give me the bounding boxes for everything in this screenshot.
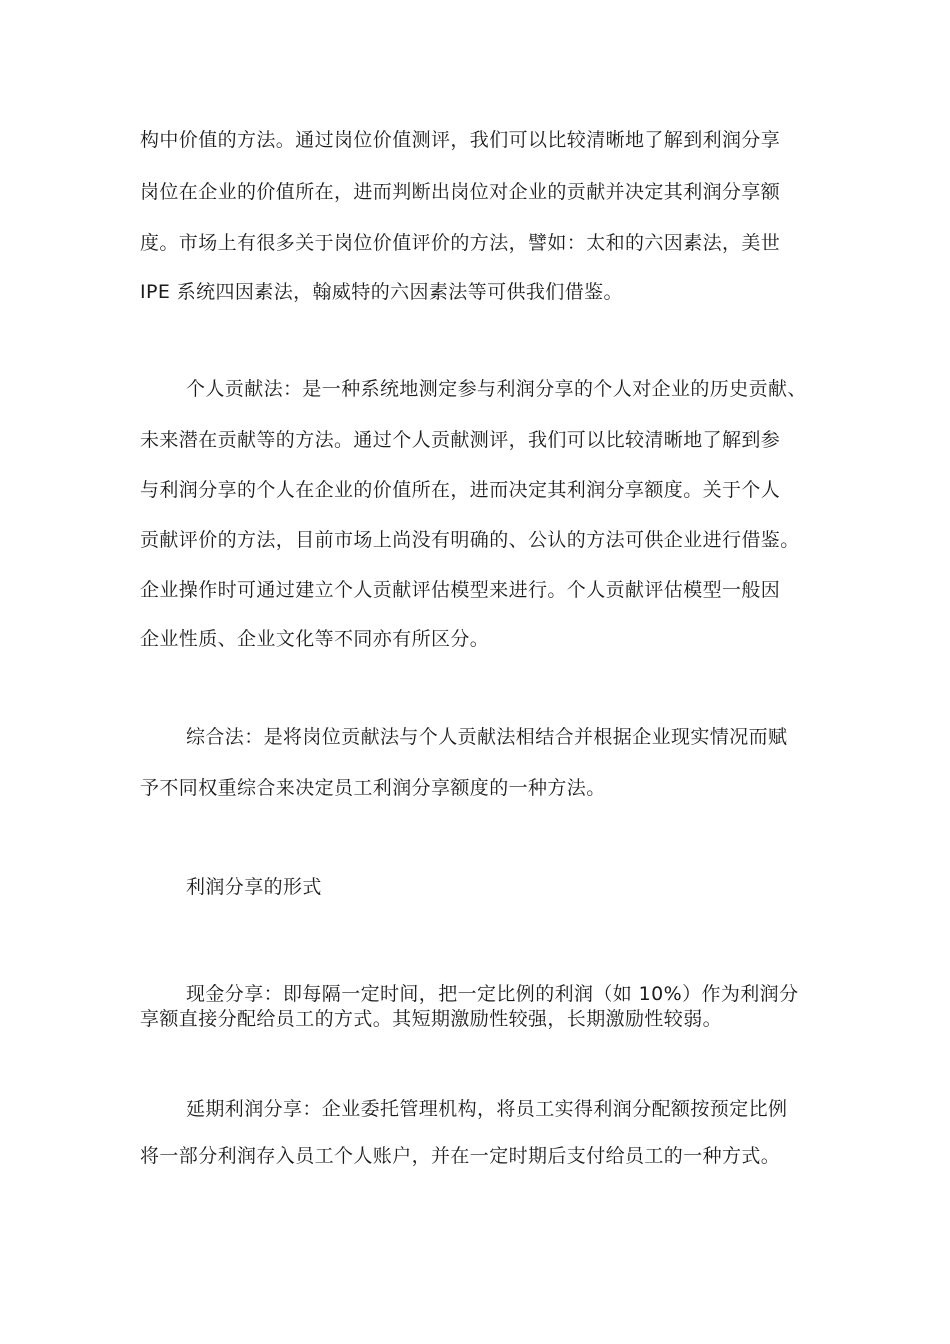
paragraph-line: 与利润分享的个人在企业的价值所在，进而决定其利润分享额度。关于个人	[140, 479, 781, 501]
paragraph-line: 延期利润分享：企业委托管理机构，将员工实得利润分配额按预定比例	[186, 1098, 788, 1120]
paragraph-line: 企业性质、企业文化等不同亦有所区分。	[140, 628, 490, 650]
paragraph-line: 综合法：是将岗位贡献法与个人贡献法相结合并根据企业现实情况而赋	[186, 726, 788, 748]
paragraph-line: 享额直接分配给员工的方式。其短期激励性较强，长期激励性较弱。	[140, 1008, 723, 1030]
paragraph-line: 岗位在企业的价值所在，进而判断出岗位对企业的贡献并决定其利润分享额	[140, 181, 781, 203]
paragraph-line: 贡献评价的方法，目前市场上尚没有明确的、公认的方法可供企业进行借鉴。	[140, 529, 800, 551]
paragraph-line: 企业操作时可通过建立个人贡献评估模型来进行。个人贡献评估模型一般因	[140, 579, 781, 601]
paragraph-line: 未来潜在贡献等的方法。通过个人贡献测评，我们可以比较清晰地了解到参	[140, 429, 781, 451]
paragraph-line: IPE 系统四因素法，翰威特的六因素法等可供我们借鉴。	[140, 281, 623, 303]
section-heading: 利润分享的形式	[186, 876, 322, 898]
paragraph-line: 度。市场上有很多关于岗位价值评价的方法，譬如：太和的六因素法，美世	[140, 232, 781, 254]
paragraph-line: 现金分享：即每隔一定时间，把一定比例的利润（如 10%）作为利润分	[186, 983, 799, 1005]
paragraph-line: 个人贡献法：是一种系统地测定参与利润分享的个人对企业的历史贡献、	[186, 378, 807, 400]
paragraph-line: 将一部分利润存入员工个人账户，并在一定时期后支付给员工的一种方式。	[140, 1145, 781, 1167]
paragraph-line: 构中价值的方法。通过岗位价值测评，我们可以比较清晰地了解到利润分享	[140, 129, 781, 151]
paragraph-line: 予不同权重综合来决定员工利润分享额度的一种方法。	[140, 777, 606, 799]
